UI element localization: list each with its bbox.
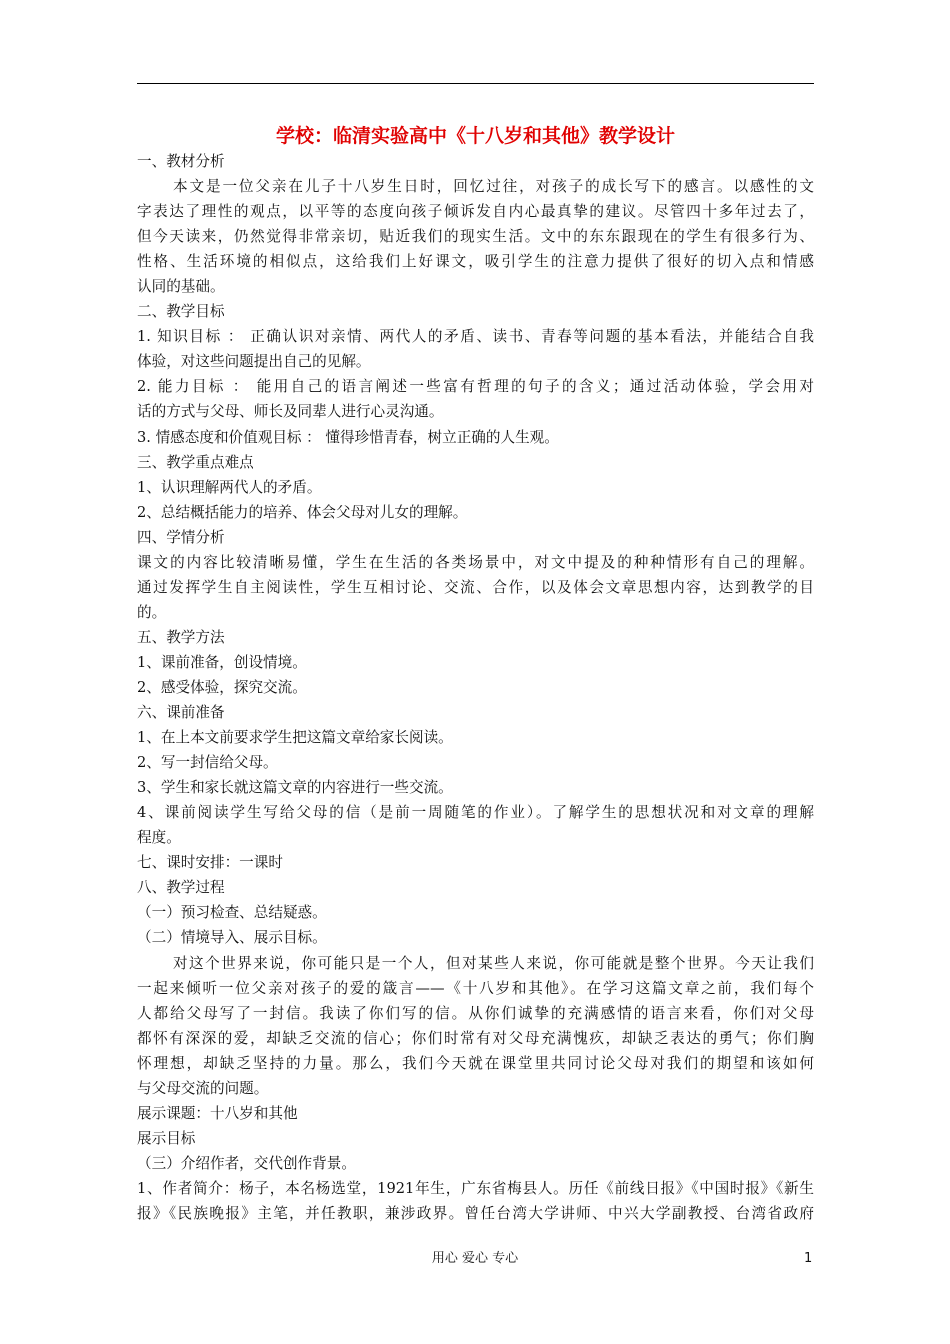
text-line: 三、教学重点难点 xyxy=(137,453,254,471)
text-line: 通过发挥学生自主阅读性，学生互相讨论、交流、合作，以及体会文章思想内容，达到教学的目 xyxy=(137,578,814,596)
text-line: 一、教材分析 xyxy=(137,153,225,170)
text-line: 本文是一位父亲在儿子十八岁生日时，回忆过往，对孩子的成长写下的感言。以感性的文 xyxy=(173,178,814,196)
text-line: 性格、生活环境的相似点，这给我们上好课文，吸引学生的注意力提供了很好的切入点和情感 xyxy=(137,253,814,271)
text-line: 4、课前阅读学生写给父母的信（是前一周随笔的作业）。了解学生的思想状况和对文章的理解 xyxy=(137,804,814,822)
text-line: 2、写一封信给父母。 xyxy=(137,754,278,772)
text-line: 1、认识理解两代人的矛盾。 xyxy=(137,478,322,496)
text-line: 怀理想，却缺乏坚持的力量。那么，我们今天就在课堂里共同讨论父母对我们的期望和该如何 xyxy=(137,1054,814,1072)
text-line: 人都给父母写了一封信。我读了你们写的信。从你们诚挚的充满感情的语言来看，你们对父母 xyxy=(137,1004,814,1022)
text-line: 八、教学过程 xyxy=(137,879,225,897)
text-line: 话的方式与父母、师长及同辈人进行心灵沟通。 xyxy=(137,403,444,421)
text-line: 3、学生和家长就这篇文章的内容进行一些交流。 xyxy=(137,779,453,797)
text-line: 2、感受体验，探究交流。 xyxy=(137,678,307,696)
text-line: 认同的基础。 xyxy=(137,278,225,296)
text-line: 展示目标 xyxy=(137,1129,196,1147)
text-line: 1、在上本文前要求学生把这篇文章给家长阅读。 xyxy=(137,729,453,747)
text-line: （二）情境导入、展示目标。 xyxy=(137,929,327,947)
text-line: 程度。 xyxy=(137,829,181,847)
text-line: 课文的内容比较清晰易懂，学生在生活的各类场景中，对文中提及的种种情形有自己的理解。 xyxy=(137,553,814,571)
text-line: （一）预习检查、总结疑惑。 xyxy=(137,904,327,922)
text-line: 报》《民族晚报》主笔，并任教职，兼涉政界。曾任台湾大学讲师、中兴大学副教授、台湾省政府 xyxy=(137,1204,814,1222)
page-number: 1 xyxy=(804,1251,813,1266)
text-line: 都怀有深深的爱，却缺乏交流的信心；你们时常有对父母充满愧疚，却缺乏表达的勇气；你们胸 xyxy=(137,1029,814,1047)
text-line: 二、教学目标 xyxy=(137,303,225,321)
text-line: 2. 能力目标 ： 能用自己的语言阐述一些富有哲理的句子的含义；通过活动体验，学会用对 xyxy=(137,378,814,396)
text-line: 但今天读来，仍然觉得非常亲切，贴近我们的现实生活。文中的东东跟现在的学生有很多行为、 xyxy=(137,228,814,246)
text-line: 六、课前准备 xyxy=(137,704,225,722)
text-line: 展示课题：十八岁和其他 xyxy=(137,1104,298,1122)
text-line: 与父母交流的问题。 xyxy=(137,1079,269,1097)
text-line: 七、课时安排：一课时 xyxy=(137,854,283,872)
text-line: 1、课前准备，创设情境。 xyxy=(137,653,307,671)
text-line: 1、作者简介：杨子，本名杨选堂，1921年生，广东省梅县人。历任《前线日报》《中国时报》《新生 xyxy=(137,1179,814,1197)
text-line: 对这个世界来说，你可能只是一个人，但对某些人来说，你可能就是整个世界。今天让我们 xyxy=(173,954,814,972)
text-line: 的。 xyxy=(137,603,167,621)
text-line: 五、教学方法 xyxy=(137,628,225,646)
footer-motto: 用心 爱心 专心 xyxy=(431,1251,519,1266)
text-line: 四、学情分析 xyxy=(137,528,225,546)
text-line: 体验，对这些问题提出自己的见解。 xyxy=(137,353,371,371)
text-line: 一起来倾听一位父亲对孩子的爱的箴言——《十八岁和其他》。在学习这篇文章之前，我们每个 xyxy=(137,979,814,997)
text-line: 3. 情感态度和价值观目标 ： 懂得珍惜青春，树立正确的人生观。 xyxy=(137,428,559,446)
document-title: 学校：临清实验高中《十八岁和其他》教学设计 xyxy=(275,125,675,147)
text-line: （三）介绍作者，交代创作背景。 xyxy=(137,1154,356,1172)
document-body xyxy=(137,149,814,1226)
header-rule xyxy=(137,83,814,84)
text-line: 字表达了理性的观点，以平等的态度向孩子倾诉发自内心最真挚的建议。尽管四十多年过去了， xyxy=(137,203,814,221)
text-line: 2、总结概括能力的培养、体会父母对儿女的理解。 xyxy=(137,503,468,521)
text-line: 1. 知识目标 ： 正确认识对亲情、两代人的矛盾、读书、青春等问题的基本看法，并能结合自我 xyxy=(137,328,814,346)
